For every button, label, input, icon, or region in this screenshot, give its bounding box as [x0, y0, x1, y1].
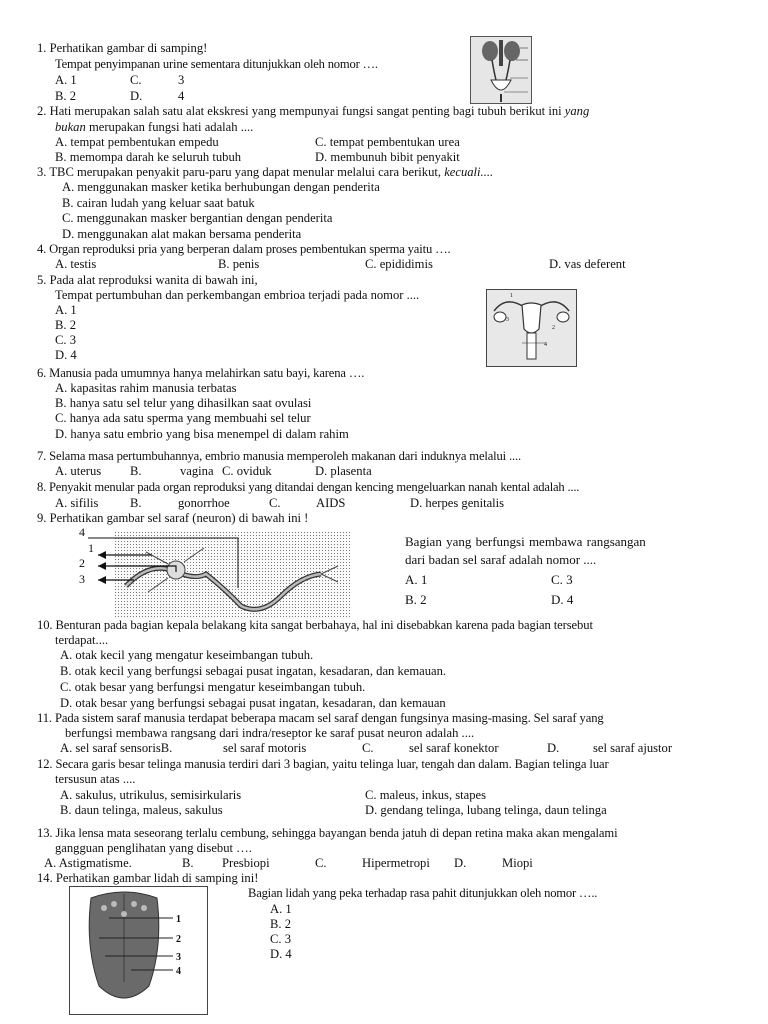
q12-option-d: D. gendang telinga, lubang telinga, daun telinga [365, 803, 607, 817]
q1-stem: 1. Perhatikan gambar di samping! [37, 41, 208, 55]
q9-desc-line1: Bagian yang berfungsi membawa rangsangan [405, 534, 646, 549]
q11-option-c: C. [362, 741, 374, 755]
q11-option-d: D. [547, 741, 560, 755]
q6-stem: 6. Manusia pada umumnya hanya melahirkan satu bayi, karena …. [37, 366, 365, 380]
neuron-label-2: 2 [79, 556, 85, 570]
q13-stem: 13. Jika lensa mata seseorang terlalu cembung, sehingga bayangan benda jatuh di depan retina maka akan mengalami [37, 826, 618, 840]
neuron-figure [76, 526, 352, 620]
q1-option-b: B. 2 [55, 89, 76, 103]
q8-stem: 8. Penyakit menular pada organ reproduksi yang ditandai dengan kencing mengeluarkan nanah kental adalah .... [37, 480, 580, 494]
q11-option-c-value: sel saraf konektor [409, 741, 499, 755]
fig5-label-1: 1 [510, 293, 513, 299]
q13-option-b: B. [182, 856, 194, 870]
q5-sub: Tempat pertumbuhan dan perkembangan embrioa terjadi pada nomor .... [55, 288, 420, 302]
q9-stem: 9. Perhatikan gambar sel saraf (neuron) di bawah ini ! [37, 511, 309, 525]
q13-option-d-value: Miopi [502, 856, 533, 870]
q13-stem-line2: gangguan penglihatan yang disebut …. [55, 841, 252, 855]
q4-stem: 4. Organ reproduksi pria yang berperan dalam proses pembentukan sperma yaitu …. [37, 242, 451, 256]
q10-option-c: C. otak besar yang berfungsi mengatur keseimbangan tubuh. [60, 680, 366, 694]
q11-stem: 11. Pada sistem saraf manusia terdapat beberapa macam sel saraf dengan fungsinya masing-masing. Sel saraf yang [37, 711, 604, 725]
q7-option-c: C. oviduk [222, 464, 272, 478]
q11-option-a: A. sel saraf sensorisB. [60, 741, 173, 755]
q3-option-b: B. cairan ludah yang keluar saat batuk [62, 196, 255, 210]
fig5-label-3: 3 [506, 317, 509, 323]
q12-stem-line2: tersusun atas .... [55, 772, 136, 786]
q14-sub: Bagian lidah yang peka terhadap rasa pahit ditunjukkan oleh nomor ….. [248, 886, 598, 900]
q7-stem: 7. Selama masa pertumbuhannya, embrio manusia memperoleh makanan dari induknya melalui .... [37, 449, 522, 463]
q8-option-c: C. [269, 496, 281, 510]
tongue-label-3: 3 [176, 952, 181, 963]
q5-option-d: D. 4 [55, 348, 77, 362]
q14-option-b: B. 2 [270, 917, 291, 931]
q12-option-a: A. sakulus, utrikulus, semisirkularis [60, 788, 242, 802]
q13-option-a: A. Astigmatisme. [44, 856, 132, 870]
q2-option-b: B. memompa darah ke seluruh tubuh [55, 150, 242, 164]
q7-option-d: D. plasenta [315, 464, 372, 478]
q8-option-c-value: AIDS [316, 496, 346, 510]
fig5-label-2: 2 [552, 325, 555, 331]
q4-option-b: B. penis [218, 257, 260, 271]
q6-option-b: B. hanya satu sel telur yang dihasilkan saat ovulasi [55, 396, 312, 410]
q4-option-c: C. epididimis [365, 257, 433, 271]
q1-sub: Tempat penyimpanan urine sementara ditunjukkan oleh nomor …. [55, 57, 378, 71]
fig5-label-4: 4 [544, 342, 547, 348]
q6-option-a: A. kapasitas rahim manusia terbatas [55, 381, 237, 395]
tongue-label-2: 2 [176, 934, 181, 945]
tongue-figure [69, 886, 208, 1015]
q1-option-d: D. [130, 89, 143, 103]
tongue-label-1: 1 [176, 914, 181, 925]
q9-option-c: C. 3 [551, 572, 573, 587]
q12-stem: 12. Secara garis besar telinga manusia terdiri dari 3 bagian, yaitu telinga luar, tengah dan dalam. Bagian telinga luar [37, 757, 609, 771]
q1-option-c-value: 3 [178, 73, 185, 87]
q14-stem: 14. Perhatikan gambar lidah di samping ini! [37, 871, 259, 885]
q5-option-b: B. 2 [55, 318, 76, 332]
q2-option-d: D. membunuh bibit penyakit [315, 150, 460, 164]
q6-option-d: D. hanya satu embrio yang bisa menempel di dalam rahim [55, 427, 349, 441]
q8-option-a: A. sifilis [55, 496, 99, 510]
neuron-label-1: 1 [88, 541, 94, 555]
tongue-label-4: 4 [176, 966, 181, 977]
q1-option-c: C. [130, 73, 142, 87]
q5-stem: 5. Pada alat reproduksi wanita di bawah ini, [37, 273, 258, 287]
neuron-label-4: 4 [79, 526, 85, 539]
q5-option-a: A. 1 [55, 303, 77, 317]
q14-option-d: D. 4 [270, 947, 292, 961]
q1-option-a: A. 1 [55, 73, 77, 87]
q3-option-c: C. menggunakan masker bergantian dengan penderita [62, 211, 333, 225]
q10-stem: 10. Benturan pada bagian kepala belakang kita sangat berbahaya, hal ini disebabkan karena pada bagian tersebut [37, 618, 593, 632]
q10-option-d: D. otak besar yang berfungsi sebagai pusat ingatan, kesadaran, dan kemauan [60, 696, 446, 710]
q9-desc-line2: dari badan sel saraf adalah nomor .... [405, 552, 597, 567]
q11-stem-line2: berfungsi membawa rangsang dari indra/reseptor ke saraf pusat neuron adalah .... [65, 726, 475, 740]
q3-option-a: A. menggunakan masker ketika berhubungan dengan penderita [62, 180, 380, 194]
urinary-system-figure [470, 36, 532, 104]
q9-option-a: A. 1 [405, 572, 428, 587]
q2-stem-line2: bukan merupakan fungsi hati adalah .... [55, 120, 254, 134]
q2-stem: 2. Hati merupakan salah satu alat ekskresi yang mempunyai fungsi sangat penting bagi tubuh berikut ini yang [37, 104, 590, 118]
q2-option-c: C. tempat pembentukan urea [315, 135, 460, 149]
q13-option-c: C. [315, 856, 327, 870]
q11-option-d-value: sel saraf ajustor [593, 741, 673, 755]
q3-option-d: D. menggunakan alat makan bersama penderita [62, 227, 302, 241]
q1-option-d-value: 4 [178, 89, 185, 103]
q12-option-b: B. daun telinga, maleus, sakulus [60, 803, 223, 817]
q6-option-c: C. hanya ada satu sperma yang membuahi sel telur [55, 411, 311, 425]
q8-option-b-value: gonorrhoe [178, 496, 230, 510]
q4-option-d: D. vas deferent [549, 257, 626, 271]
q13-option-c-value: Hipermetropi [362, 856, 430, 870]
q13-option-d: D. [454, 856, 467, 870]
q13-option-b-value: Presbiopi [222, 856, 270, 870]
q10-stem-line2: terdapat.... [55, 633, 109, 647]
q3-stem: 3. TBC merupakan penyakit paru-paru yang dapat menular melalui cara berikut, kecuali.... [37, 165, 494, 179]
q5-option-c: C. 3 [55, 333, 76, 347]
q7-option-b-value: vagina [180, 464, 214, 478]
q12-option-c: C. maleus, inkus, stapes [365, 788, 487, 802]
q9-option-b: B. 2 [405, 592, 427, 607]
q7-option-b: B. [130, 464, 142, 478]
q11-option-b-value: sel saraf motoris [223, 741, 307, 755]
q10-option-a: A. otak kecil yang mengatur keseimbangan tubuh. [60, 648, 314, 662]
female-reproductive-figure [486, 289, 577, 367]
q14-option-c: C. 3 [270, 932, 291, 946]
q4-option-a: A. testis [55, 257, 97, 271]
q10-option-b: B. otak kecil yang berfungsi sebagai pusat ingatan, kesadaran, dan kemauan. [60, 664, 447, 678]
neuron-label-3: 3 [79, 572, 85, 586]
q8-option-b: B. [130, 496, 142, 510]
q14-option-a: A. 1 [270, 902, 292, 916]
q9-option-d: D. 4 [551, 592, 574, 607]
q7-option-a: A. uterus [55, 464, 102, 478]
q2-option-a: A. tempat pembentukan empedu [55, 135, 219, 149]
q8-option-d: D. herpes genitalis [410, 496, 505, 510]
